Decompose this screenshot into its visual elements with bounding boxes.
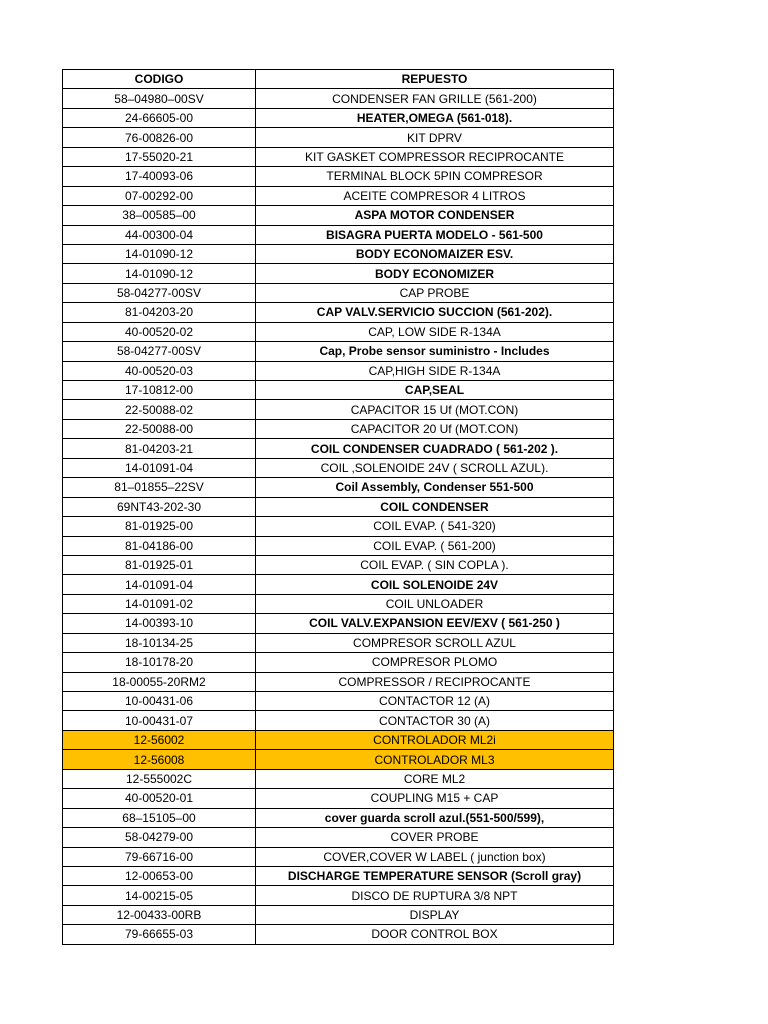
cell-codigo: 12-00433-00RB bbox=[63, 905, 256, 924]
cell-repuesto: CAP PROBE bbox=[256, 283, 614, 302]
cell-repuesto: COIL VALV.EXPANSION EEV/EXV ( 561-250 ) bbox=[256, 614, 614, 633]
cell-repuesto: DISCHARGE TEMPERATURE SENSOR (Scroll gray) bbox=[256, 866, 614, 885]
cell-codigo: 68–15105–00 bbox=[63, 808, 256, 827]
cell-repuesto: COIL ,SOLENOIDE 24V ( SCROLL AZUL). bbox=[256, 458, 614, 477]
table-row bbox=[63, 653, 614, 672]
cell-codigo: 58-04277-00SV bbox=[63, 283, 256, 302]
table-row bbox=[63, 381, 614, 400]
table-row bbox=[63, 264, 614, 283]
cell-repuesto: KIT DPRV bbox=[256, 128, 614, 147]
cell-codigo: 24-66605-00 bbox=[63, 108, 256, 127]
table-row bbox=[63, 128, 614, 147]
cell-codigo: 14-00215-05 bbox=[63, 886, 256, 905]
table-row bbox=[63, 905, 614, 924]
cell-codigo: 18-10178-20 bbox=[63, 653, 256, 672]
cell-repuesto: COIL EVAP. ( 561-200) bbox=[256, 536, 614, 555]
cell-repuesto: KIT GASKET COMPRESSOR RECIPROCANTE bbox=[256, 147, 614, 166]
cell-repuesto: BISAGRA PUERTA MODELO - 561-500 bbox=[256, 225, 614, 244]
cell-codigo: 81-04186-00 bbox=[63, 536, 256, 555]
column-header-repuesto: REPUESTO bbox=[256, 70, 614, 89]
cell-codigo: 44-00300-04 bbox=[63, 225, 256, 244]
table-row bbox=[63, 89, 614, 108]
table-row bbox=[63, 711, 614, 730]
cell-repuesto: COIL CONDENSER CUADRADO ( 561-202 ). bbox=[256, 439, 614, 458]
cell-codigo: 79-66655-03 bbox=[63, 925, 256, 944]
cell-codigo: 40-00520-01 bbox=[63, 789, 256, 808]
cell-repuesto: COIL UNLOADER bbox=[256, 594, 614, 613]
cell-codigo: 81–01855–22SV bbox=[63, 478, 256, 497]
cell-repuesto: ACEITE COMPRESOR 4 LITROS bbox=[256, 186, 614, 205]
table-row bbox=[63, 225, 614, 244]
table-row bbox=[63, 847, 614, 866]
cell-repuesto: CONTACTOR 12 (A) bbox=[256, 692, 614, 711]
cell-codigo: 58-04277-00SV bbox=[63, 342, 256, 361]
cell-codigo: 14-01091-04 bbox=[63, 575, 256, 594]
cell-repuesto: CONTROLADOR ML3 bbox=[256, 750, 614, 769]
cell-codigo: 14-01090-12 bbox=[63, 244, 256, 263]
cell-codigo: 17-10812-00 bbox=[63, 381, 256, 400]
table-row bbox=[63, 866, 614, 885]
cell-codigo: 14-00393-10 bbox=[63, 614, 256, 633]
cell-codigo: 18-10134-25 bbox=[63, 633, 256, 652]
table-row bbox=[63, 925, 614, 944]
cell-repuesto: COVER PROBE bbox=[256, 828, 614, 847]
cell-repuesto: ASPA MOTOR CONDENSER bbox=[256, 206, 614, 225]
cell-codigo: 14-01091-02 bbox=[63, 594, 256, 613]
cell-codigo: 22-50088-00 bbox=[63, 419, 256, 438]
cell-codigo: 22-50088-02 bbox=[63, 400, 256, 419]
cell-repuesto: COUPLING M15 + CAP bbox=[256, 789, 614, 808]
table-row bbox=[63, 614, 614, 633]
table-row bbox=[63, 206, 614, 225]
table-row bbox=[63, 672, 614, 691]
table-row bbox=[63, 283, 614, 302]
cell-codigo: 17-40093-06 bbox=[63, 167, 256, 186]
cell-repuesto: COMPRESSOR / RECIPROCANTE bbox=[256, 672, 614, 691]
cell-repuesto: CONDENSER FAN GRILLE (561-200) bbox=[256, 89, 614, 108]
cell-codigo: 58-04279-00 bbox=[63, 828, 256, 847]
cell-repuesto: COMPRESOR SCROLL AZUL bbox=[256, 633, 614, 652]
cell-codigo: 40-00520-03 bbox=[63, 361, 256, 380]
cell-repuesto: Coil Assembly, Condenser 551-500 bbox=[256, 478, 614, 497]
cell-repuesto: COMPRESOR PLOMO bbox=[256, 653, 614, 672]
cell-repuesto: HEATER,OMEGA (561-018). bbox=[256, 108, 614, 127]
table-row bbox=[63, 730, 614, 749]
cell-codigo: 81-01925-00 bbox=[63, 517, 256, 536]
table-row bbox=[63, 575, 614, 594]
cell-codigo: 17-55020-21 bbox=[63, 147, 256, 166]
cell-repuesto: COIL EVAP. ( SIN COPLA ). bbox=[256, 555, 614, 574]
cell-codigo: 18-00055-20RM2 bbox=[63, 672, 256, 691]
table-row bbox=[63, 517, 614, 536]
cell-codigo: 38–00585–00 bbox=[63, 206, 256, 225]
table-row bbox=[63, 808, 614, 827]
cell-codigo: 58–04980–00SV bbox=[63, 89, 256, 108]
cell-codigo: 12-555002C bbox=[63, 769, 256, 788]
table-row bbox=[63, 633, 614, 652]
cell-repuesto: BODY ECONOMAIZER ESV. bbox=[256, 244, 614, 263]
table-row bbox=[63, 458, 614, 477]
cell-repuesto: COVER,COVER W LABEL ( junction box) bbox=[256, 847, 614, 866]
cell-repuesto: DISPLAY bbox=[256, 905, 614, 924]
cell-repuesto: DOOR CONTROL BOX bbox=[256, 925, 614, 944]
cell-codigo: 10-00431-07 bbox=[63, 711, 256, 730]
table-row bbox=[63, 828, 614, 847]
cell-codigo: 69NT43-202-30 bbox=[63, 497, 256, 516]
table-row bbox=[63, 303, 614, 322]
cell-repuesto: TERMINAL BLOCK 5PIN COMPRESOR bbox=[256, 167, 614, 186]
cell-repuesto: COIL EVAP. ( 541-320) bbox=[256, 517, 614, 536]
cell-repuesto: CAPACITOR 20 Uf (MOT.CON) bbox=[256, 419, 614, 438]
table-row bbox=[63, 497, 614, 516]
table-row bbox=[63, 400, 614, 419]
parts-table bbox=[62, 69, 614, 945]
column-header-codigo: CODIGO bbox=[63, 70, 256, 89]
table-row bbox=[63, 886, 614, 905]
cell-repuesto: CONTROLADOR ML2i bbox=[256, 730, 614, 749]
table-row bbox=[63, 108, 614, 127]
cell-codigo: 81-01925-01 bbox=[63, 555, 256, 574]
cell-codigo: 12-00653-00 bbox=[63, 866, 256, 885]
cell-repuesto: CAP, LOW SIDE R-134A bbox=[256, 322, 614, 341]
table-row bbox=[63, 536, 614, 555]
table-row bbox=[63, 361, 614, 380]
table-header-row bbox=[63, 70, 614, 89]
cell-codigo: 40-00520-02 bbox=[63, 322, 256, 341]
cell-repuesto: DISCO DE RUPTURA 3/8 NPT bbox=[256, 886, 614, 905]
table-row bbox=[63, 692, 614, 711]
table-row bbox=[63, 555, 614, 574]
table-row bbox=[63, 439, 614, 458]
cell-repuesto: CAPACITOR 15 Uf (MOT.CON) bbox=[256, 400, 614, 419]
cell-repuesto: COIL SOLENOIDE 24V bbox=[256, 575, 614, 594]
table-body bbox=[63, 89, 614, 944]
cell-repuesto: BODY ECONOMIZER bbox=[256, 264, 614, 283]
cell-repuesto: CAP,HIGH SIDE R-134A bbox=[256, 361, 614, 380]
cell-repuesto: CAP,SEAL bbox=[256, 381, 614, 400]
table-row bbox=[63, 769, 614, 788]
table-row bbox=[63, 244, 614, 263]
cell-codigo: 14-01091-04 bbox=[63, 458, 256, 477]
cell-repuesto: cover guarda scroll azul.(551-500/599), bbox=[256, 808, 614, 827]
table-row bbox=[63, 419, 614, 438]
cell-repuesto: CORE ML2 bbox=[256, 769, 614, 788]
cell-repuesto: CONTACTOR 30 (A) bbox=[256, 711, 614, 730]
cell-repuesto: Cap, Probe sensor suministro - Includes bbox=[256, 342, 614, 361]
cell-codigo: 81-04203-21 bbox=[63, 439, 256, 458]
cell-codigo: 14-01090-12 bbox=[63, 264, 256, 283]
table-row bbox=[63, 750, 614, 769]
cell-codigo: 76-00826-00 bbox=[63, 128, 256, 147]
cell-codigo: 79-66716-00 bbox=[63, 847, 256, 866]
table-row bbox=[63, 147, 614, 166]
table-row bbox=[63, 322, 614, 341]
cell-codigo: 12-56002 bbox=[63, 730, 256, 749]
cell-codigo: 12-56008 bbox=[63, 750, 256, 769]
cell-codigo: 07-00292-00 bbox=[63, 186, 256, 205]
cell-codigo: 81-04203-20 bbox=[63, 303, 256, 322]
table-row bbox=[63, 478, 614, 497]
cell-repuesto: COIL CONDENSER bbox=[256, 497, 614, 516]
cell-codigo: 10-00431-06 bbox=[63, 692, 256, 711]
table-row bbox=[63, 167, 614, 186]
table-row bbox=[63, 342, 614, 361]
cell-repuesto: CAP VALV.SERVICIO SUCCION (561-202). bbox=[256, 303, 614, 322]
table-row bbox=[63, 186, 614, 205]
table-row bbox=[63, 594, 614, 613]
table-row bbox=[63, 789, 614, 808]
